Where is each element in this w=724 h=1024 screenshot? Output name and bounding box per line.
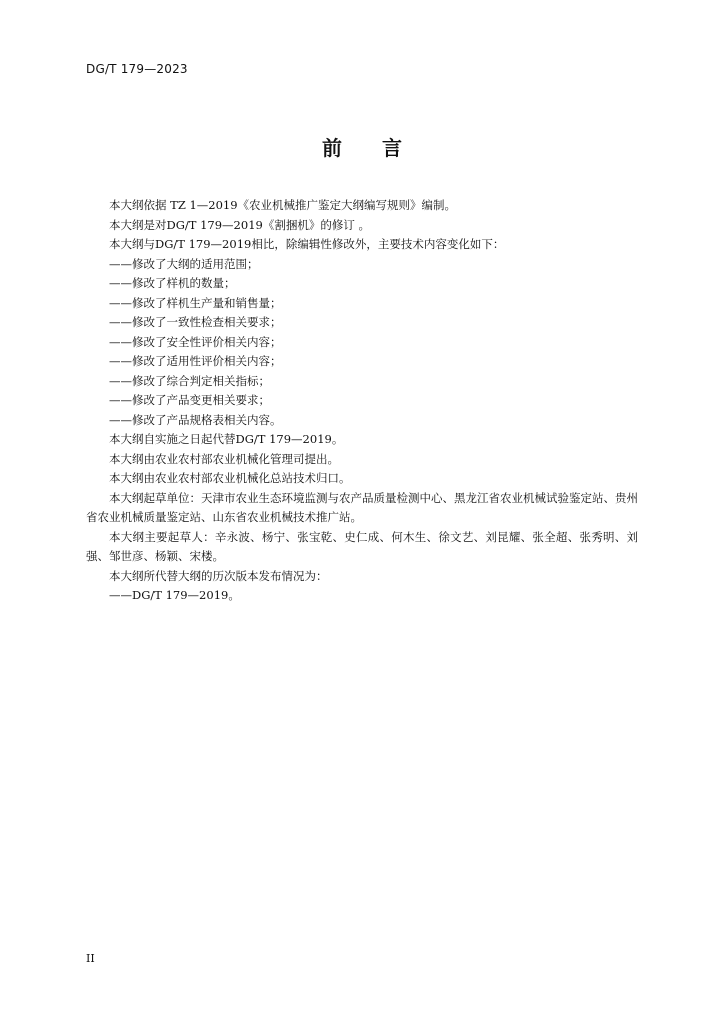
page-title <box>0 132 724 161</box>
paragraph-drafters: 本大纲主要起草人：辛永波、杨宁、张宝乾、史仁成、何木生、徐文艺、刘昆耀、张全超、张秀明、刘强、邹世彦、杨颖、宋楼。 <box>86 529 638 563</box>
paragraph-replacement: 本大纲自实施之日起代替DG/T 179—2019。 <box>109 432 344 446</box>
paragraph-basis: 本大纲依据 TZ 1—2019《农业机械推广鉴定大纲编写规则》编制。 <box>109 198 457 212</box>
paragraph-changes-intro: 本大纲与DG/T 179—2019相比，除编辑性修改外，主要技术内容变化如下： <box>109 237 505 251</box>
change-item: ——修改了样机的数量； <box>109 276 236 290</box>
title-char-1: 前 <box>322 136 342 160</box>
paragraph-history-intro: 本大纲所代替大纲的历次版本发布情况为： <box>109 568 328 583</box>
paragraph-revision: 本大纲是对DG/T 179—2019《割捆机》的修订 。 <box>109 217 370 232</box>
document-code-header: DG/T 179—2023 <box>86 62 188 76</box>
change-item: ——修改了一致性检查相关要求； <box>109 315 282 329</box>
change-item: ——修改了样机生产量和销售量； <box>109 295 282 310</box>
title-char-2: 言 <box>382 136 402 160</box>
history-item: ——DG/T 179—2019。 <box>109 588 240 602</box>
change-item: ——修改了适用性评价相关内容； <box>109 354 282 368</box>
page-number: II <box>86 952 95 965</box>
foreword-body <box>86 196 638 606</box>
change-item: ——修改了安全性评价相关内容； <box>109 334 282 349</box>
change-item: ——修改了产品规格表相关内容。 <box>109 412 282 427</box>
change-item: ——修改了大纲的适用范围； <box>109 256 259 271</box>
change-item: ——修改了产品变更相关要求； <box>109 393 270 407</box>
paragraph-proposer: 本大纲由农业农村部农业机械化管理司提出。 <box>109 451 339 466</box>
change-item: ——修改了综合判定相关指标； <box>109 373 270 388</box>
paragraph-centralized: 本大纲由农业农村部农业机械化总站技术归口。 <box>109 471 351 485</box>
paragraph-drafting-units: 本大纲起草单位：天津市农业生态环境监测与农产品质量检测中心、黑龙江省农业机械试验鉴定站、贵州省农业机械质量鉴定站、山东省农业机械技术推广站。 <box>86 490 638 524</box>
